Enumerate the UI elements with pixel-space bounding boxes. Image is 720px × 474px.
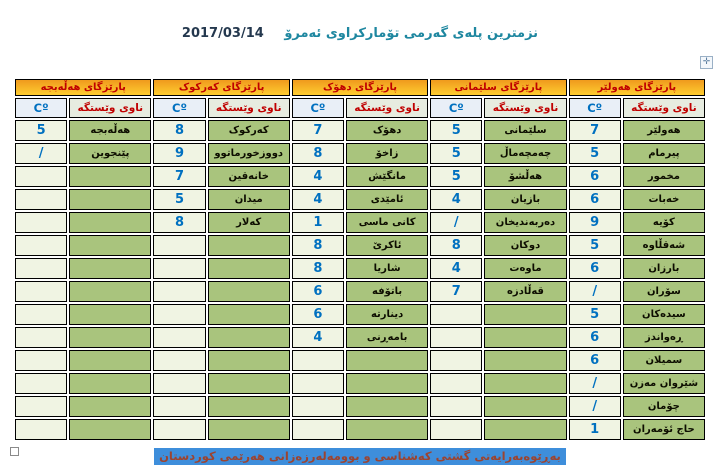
station-name-cell: دەربەندیخان — [484, 212, 566, 233]
station-name-cell — [69, 212, 151, 233]
temp-value-cell — [15, 396, 67, 417]
temp-value-cell: 6 — [569, 327, 621, 348]
station-name-cell: هەڵشۆ — [484, 166, 566, 187]
station-name-cell — [69, 258, 151, 279]
temp-value-cell — [153, 304, 205, 325]
station-name-cell — [69, 235, 151, 256]
station-name-cell — [208, 350, 290, 371]
temp-value-cell: 4 — [430, 258, 482, 279]
station-name-cell — [69, 166, 151, 187]
temp-value-cell — [153, 281, 205, 302]
station-name-cell: کانی ماسی — [346, 212, 428, 233]
station-name-header: ناوی وێستگە — [484, 98, 566, 118]
station-name-cell — [208, 304, 290, 325]
temp-value-cell — [15, 235, 67, 256]
temp-value-cell — [15, 189, 67, 210]
move-cross-icon: ✛ — [702, 57, 711, 67]
temperature-unit-header: Cº — [15, 98, 67, 118]
temp-value-cell: / — [569, 396, 621, 417]
temp-value-cell: 6 — [292, 281, 344, 302]
station-name-cell: چۆمان — [623, 396, 705, 417]
table-row — [15, 166, 705, 187]
temp-value-cell: 5 — [153, 189, 205, 210]
station-name-cell — [208, 235, 290, 256]
station-name-cell: باتۆفە — [346, 281, 428, 302]
station-name-cell: چەمچەماڵ — [484, 143, 566, 164]
temp-value-cell — [292, 350, 344, 371]
temp-value-cell — [15, 258, 67, 279]
province-header-row — [15, 79, 705, 96]
station-name-cell — [208, 258, 290, 279]
station-name-cell: خانەقین — [208, 166, 290, 187]
table-row — [15, 189, 705, 210]
table-row — [15, 235, 705, 256]
temp-value-cell: 4 — [430, 189, 482, 210]
station-name-cell — [69, 373, 151, 394]
temp-value-cell: 6 — [292, 304, 344, 325]
station-name-cell — [484, 327, 566, 348]
temp-value-cell: 1 — [569, 419, 621, 440]
temp-value-cell — [15, 166, 67, 187]
temp-value-cell — [430, 304, 482, 325]
temperature-table — [13, 77, 707, 442]
station-name-cell: سۆران — [623, 281, 705, 302]
station-name-cell — [484, 373, 566, 394]
station-name-cell: مخمور — [623, 166, 705, 187]
station-name-header: ناوی وێستگە — [346, 98, 428, 118]
station-name-cell: سلێمانی — [484, 120, 566, 141]
table-row — [15, 143, 705, 164]
station-name-cell: بامەڕنی — [346, 327, 428, 348]
station-name-cell: سیدەکان — [623, 304, 705, 325]
station-name-cell: خەبات — [623, 189, 705, 210]
station-name-cell: بازیان — [484, 189, 566, 210]
column-header-row — [15, 98, 705, 118]
temp-value-cell: / — [15, 143, 67, 164]
temp-value-cell — [15, 327, 67, 348]
title-text: نزمترین پلەی گەرمی تۆمارکراوی ئەمرۆ — [284, 26, 539, 41]
station-name-cell — [484, 304, 566, 325]
temp-value-cell: 4 — [292, 327, 344, 348]
temp-value-cell: 7 — [569, 120, 621, 141]
temp-value-cell: 8 — [292, 258, 344, 279]
temp-value-cell — [292, 419, 344, 440]
temp-value-cell: 4 — [292, 166, 344, 187]
station-name-cell — [484, 396, 566, 417]
temp-value-cell — [153, 258, 205, 279]
temp-value-cell — [15, 419, 67, 440]
temp-value-cell — [153, 327, 205, 348]
table-row — [15, 350, 705, 371]
temp-value-cell — [430, 327, 482, 348]
title-date: 2017/03/14 — [181, 26, 264, 41]
temperature-unit-header: Cº — [292, 98, 344, 118]
station-name-cell — [346, 419, 428, 440]
table-row — [15, 327, 705, 348]
temp-value-cell — [292, 373, 344, 394]
station-name-header: ناوی وێستگە — [623, 98, 705, 118]
temp-value-cell: / — [569, 373, 621, 394]
temp-value-cell: 4 — [292, 189, 344, 210]
station-name-cell: شێروان مەزن — [623, 373, 705, 394]
temp-value-cell: 7 — [430, 281, 482, 302]
temp-value-cell: 8 — [292, 143, 344, 164]
station-name-cell: دینارتە — [346, 304, 428, 325]
temp-value-cell — [153, 396, 205, 417]
station-name-cell: پیرمام — [623, 143, 705, 164]
station-name-cell — [69, 281, 151, 302]
temp-value-cell — [430, 396, 482, 417]
station-name-cell — [208, 281, 290, 302]
station-name-cell: حاج ئۆمەران — [623, 419, 705, 440]
report-title — [0, 26, 720, 41]
table-row — [15, 304, 705, 325]
province-header: پارێزگای هەڵەبجە — [15, 79, 151, 96]
temp-value-cell — [430, 373, 482, 394]
temp-value-cell — [15, 212, 67, 233]
station-name-cell — [346, 350, 428, 371]
station-name-cell — [484, 350, 566, 371]
station-name-cell: پێنجوین — [69, 143, 151, 164]
station-name-cell: قەڵادزە — [484, 281, 566, 302]
station-name-cell — [208, 327, 290, 348]
province-header: پارێزگای هەولێر — [569, 79, 705, 96]
temp-value-cell: 5 — [430, 120, 482, 141]
province-header: پارێزگای سلێمانی — [430, 79, 566, 96]
temp-value-cell — [430, 350, 482, 371]
province-header: پارێزگای کەرکوک — [153, 79, 289, 96]
station-name-cell: هەڵەبجە — [69, 120, 151, 141]
station-name-cell: مانگێش — [346, 166, 428, 187]
temp-value-cell — [15, 350, 67, 371]
temperature-unit-header: Cº — [569, 98, 621, 118]
station-name-cell: کەلار — [208, 212, 290, 233]
temp-value-cell: 6 — [569, 258, 621, 279]
station-name-cell — [69, 327, 151, 348]
station-name-cell: بارزان — [623, 258, 705, 279]
temp-value-cell: 8 — [153, 120, 205, 141]
station-name-cell — [346, 396, 428, 417]
temp-value-cell: 9 — [569, 212, 621, 233]
station-name-cell — [208, 373, 290, 394]
station-name-cell: سمیلان — [623, 350, 705, 371]
temp-value-cell: 5 — [430, 166, 482, 187]
temp-value-cell — [15, 373, 67, 394]
temp-value-cell: 5 — [569, 143, 621, 164]
temp-value-cell: 1 — [292, 212, 344, 233]
temp-value-cell — [15, 304, 67, 325]
station-name-cell — [69, 419, 151, 440]
footer-credit: بەڕێوەبەرایەتی گشتی کەشناسی و بوومەلەرزەزانی هەرێمی کوردستان — [154, 448, 566, 465]
temp-value-cell: 5 — [15, 120, 67, 141]
temp-value-cell — [292, 396, 344, 417]
temp-value-cell: / — [430, 212, 482, 233]
table-row — [15, 212, 705, 233]
temp-value-cell — [430, 419, 482, 440]
temp-value-cell — [153, 235, 205, 256]
station-name-cell — [208, 396, 290, 417]
station-name-cell: ماوەت — [484, 258, 566, 279]
station-name-cell — [484, 419, 566, 440]
station-name-cell: ئامێدی — [346, 189, 428, 210]
station-name-cell: کۆیە — [623, 212, 705, 233]
temp-value-cell: 5 — [569, 235, 621, 256]
table-row — [15, 419, 705, 440]
temperature-unit-header: Cº — [153, 98, 205, 118]
station-name-cell — [346, 373, 428, 394]
station-name-header: ناوی وێستگە — [208, 98, 290, 118]
station-name-cell: کەرکوک — [208, 120, 290, 141]
temp-value-cell — [153, 373, 205, 394]
station-name-cell: هەولێر — [623, 120, 705, 141]
temp-value-cell — [15, 281, 67, 302]
temp-value-cell: / — [569, 281, 621, 302]
station-name-cell: میدان — [208, 189, 290, 210]
station-name-cell: ئاکرێ — [346, 235, 428, 256]
temp-value-cell: 9 — [153, 143, 205, 164]
temp-value-cell: 8 — [292, 235, 344, 256]
station-name-cell — [69, 396, 151, 417]
footer-row — [0, 445, 720, 465]
temp-value-cell: 8 — [430, 235, 482, 256]
temp-value-cell: 8 — [153, 212, 205, 233]
temp-value-cell: 5 — [430, 143, 482, 164]
table-row — [15, 281, 705, 302]
station-name-cell: ڕەواندز — [623, 327, 705, 348]
temp-value-cell: 5 — [569, 304, 621, 325]
station-name-cell — [69, 189, 151, 210]
station-name-header: ناوی وێستگە — [69, 98, 151, 118]
temp-value-cell: 6 — [569, 189, 621, 210]
table-move-handle[interactable] — [700, 56, 713, 69]
temp-value-cell: 7 — [153, 166, 205, 187]
temp-value-cell: 6 — [569, 350, 621, 371]
province-header: پارێزگای دهۆک — [292, 79, 428, 96]
table-row — [15, 120, 705, 141]
table-row — [15, 396, 705, 417]
station-name-cell: شەقڵاوە — [623, 235, 705, 256]
station-name-cell — [69, 304, 151, 325]
table-row — [15, 373, 705, 394]
station-name-cell: دووزخورماتوو — [208, 143, 290, 164]
temp-value-cell: 6 — [569, 166, 621, 187]
temp-value-cell: 7 — [292, 120, 344, 141]
station-name-cell: دهۆک — [346, 120, 428, 141]
station-name-cell: زاخۆ — [346, 143, 428, 164]
temperature-unit-header: Cº — [430, 98, 482, 118]
station-name-cell: دوکان — [484, 235, 566, 256]
table-wrap — [13, 77, 707, 442]
station-name-cell: شاریا — [346, 258, 428, 279]
station-name-cell — [208, 419, 290, 440]
temp-value-cell — [153, 350, 205, 371]
table-row — [15, 258, 705, 279]
temp-value-cell — [153, 419, 205, 440]
station-name-cell — [69, 350, 151, 371]
